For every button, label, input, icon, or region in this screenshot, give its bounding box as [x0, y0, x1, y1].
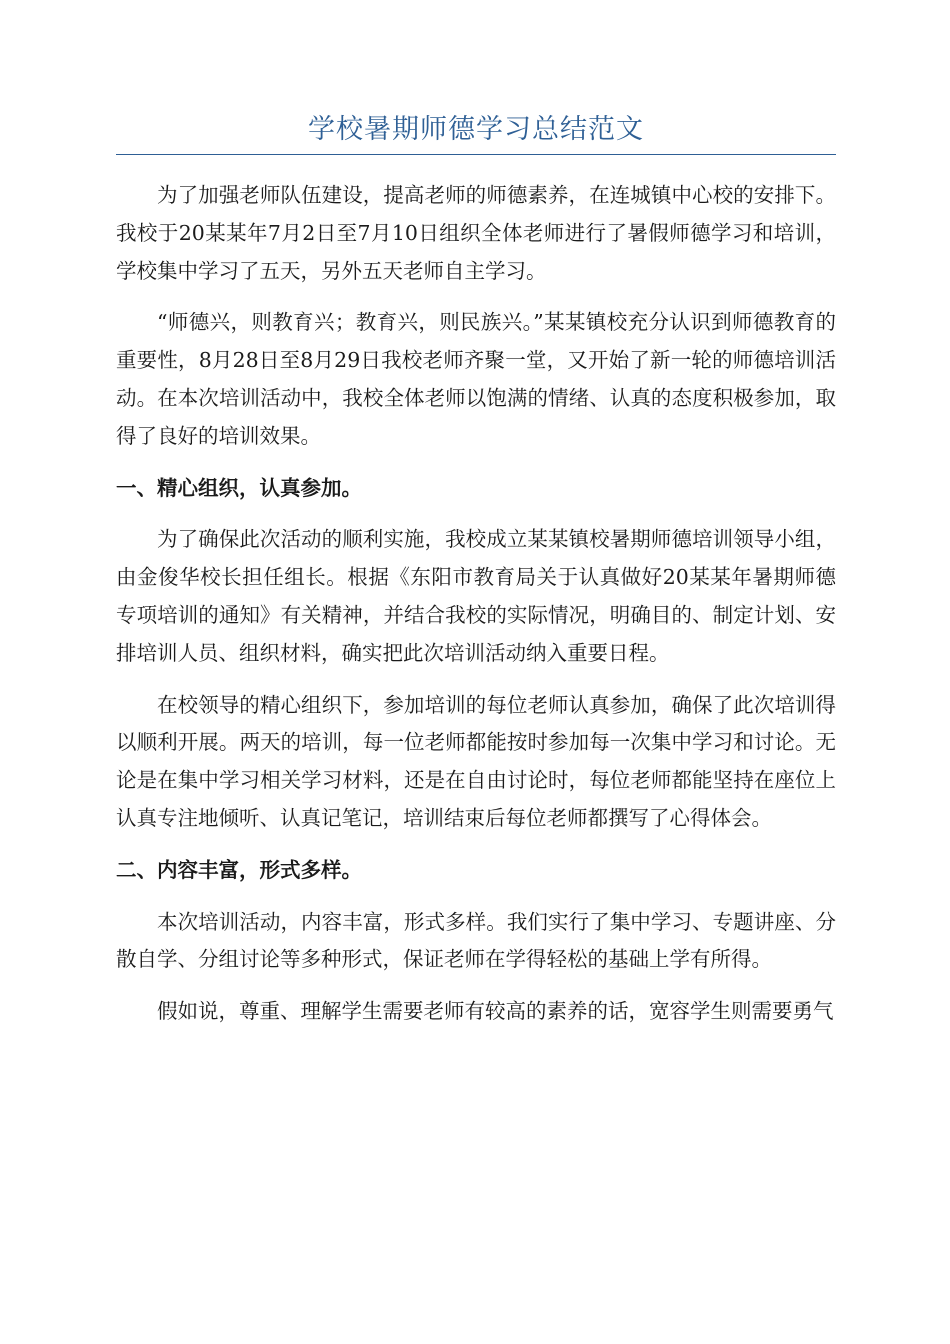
paragraph-text: 在校领导的精心组织下，参加培训的每位老师认真参加，确保了此次培训得以顺利开展。两天的培训，每一位老师都能按时参加每一次集中学习和讨论。无论是在集中学习相关学习材料，还是在自由讨论时，每位老师都能坚持在座位上认真专注地倾听、认真记笔记，培训结束后每位老师都撰写了心得体会。: [116, 692, 836, 830]
document-title: 学校暑期师德学习总结范文: [308, 114, 644, 145]
paragraph-text: 为了加强老师队伍建设，提高老师的师德素养，在连城镇中心校的安排下。我校于20某某年7月2日至7月10日组织全体老师进行了暑假师德学习和培训，学校集中学习了五天，另外五天老师自主学习。: [116, 183, 836, 283]
paragraph-motto: [116, 304, 836, 455]
document-page: [116, 110, 836, 1045]
paragraph-intro: [116, 177, 836, 290]
paragraph-text: 本次培训活动，内容丰富，形式多样。我们实行了集中学习、专题讲座、分散自学、分组讨论等多种形式，保证老师在学得轻松的基础上学有所得。: [116, 909, 836, 972]
paragraph-text: “师德兴，则教育兴；教育兴，则民族兴。”某某镇校充分认识到师德教育的重要性，8月28日至8月29日我校老师齐聚一堂，又开始了新一轮的师德培训活动。在本次培训活动中，我校全体老师以饱满的情绪、认真的态度积极参加，取得了良好的培训效果。: [116, 310, 836, 448]
section-heading-1: 一、精心组织，认真参加。: [116, 475, 362, 500]
paragraph-text: 为了确保此次活动的顺利实施，我校成立某某镇校暑期师德培训领导小组，由金俊华校长担任组长。根据《东阳市教育局关于认真做好20某某年暑期师德专项培训的通知》有关精神，并结合我校的实际情况，明确目的、制定计划、安排培训人员、组织材料，确实把此次培训活动纳入重要日程。: [116, 527, 836, 665]
title-underline: [116, 154, 836, 155]
paragraph-organization: [116, 521, 836, 672]
paragraph-tolerance: [116, 993, 836, 1031]
paragraph-participation: [116, 687, 836, 838]
paragraph-text: 假如说，尊重、理解学生需要老师有较高的素养的话，宽容学生则需要勇气: [157, 999, 834, 1024]
paragraph-content: [116, 904, 836, 980]
section-heading-2: 二、内容丰富，形式多样。: [116, 857, 362, 882]
